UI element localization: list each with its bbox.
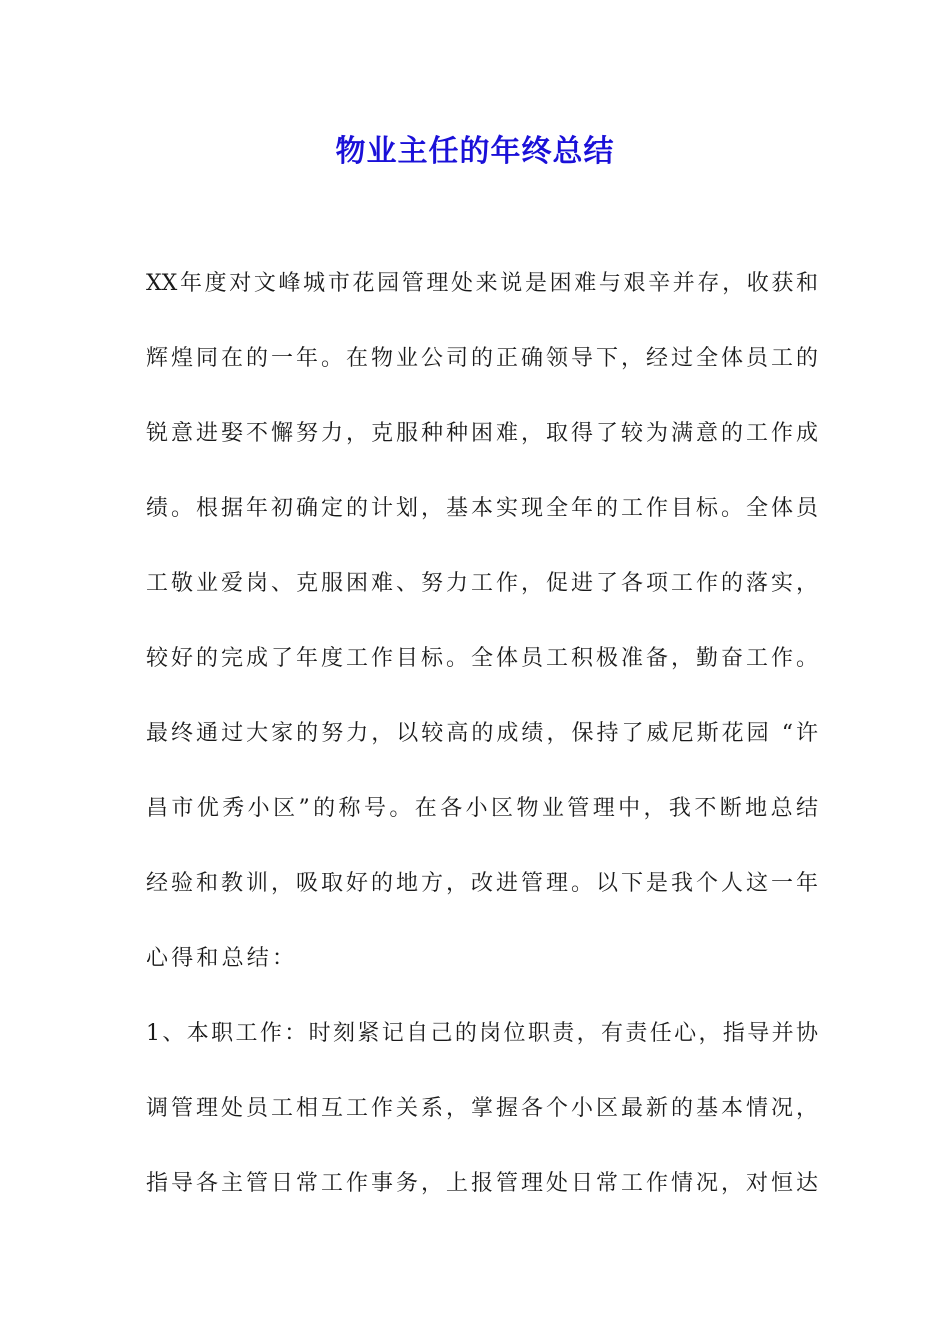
paragraph-line: 昌市优秀小区”的称号。在各小区物业管理中，我不断地总结 [146, 796, 818, 821]
paragraph-line: 工敬业爱岗、克服困难、努力工作，促进了各项工作的落实， [146, 571, 818, 596]
paragraph-line: 调管理处员工相互工作关系，掌握各个小区最新的基本情况， [146, 1096, 818, 1121]
paragraph-line: 较好的完成了年度工作目标。全体员工积极准备，勤奋工作。 [146, 646, 818, 671]
document-title: 物业主任的年终总结 [335, 134, 615, 169]
paragraph-line: 心得和总结： [146, 946, 298, 971]
paragraph-line: 1、本职工作：时刻紧记自己的岗位职责，有责任心，指导并协 [146, 1021, 818, 1046]
paragraph-line: 指导各主管日常工作事务，上报管理处日常工作情况，对恒达 [146, 1171, 818, 1196]
paragraph-line: 锐意进娶不懈努力，克服种种困难，取得了较为满意的工作成 [146, 421, 818, 446]
paragraph-line: 经验和教训，吸取好的地方，改进管理。以下是我个人这一年 [146, 871, 818, 896]
paragraph-line: 辉煌同在的一年。在物业公司的正确领导下，经过全体员工的 [146, 346, 818, 371]
paragraph-line: 绩。根据年初确定的计划，基本实现全年的工作目标。全体员 [146, 496, 818, 521]
paragraph-line: 最终通过大家的努力，以较高的成绩，保持了威尼斯花园 “许 [146, 721, 818, 746]
paragraph-line: XX年度对文峰城市花园管理处来说是困难与艰辛并存，收获和 [146, 271, 818, 296]
